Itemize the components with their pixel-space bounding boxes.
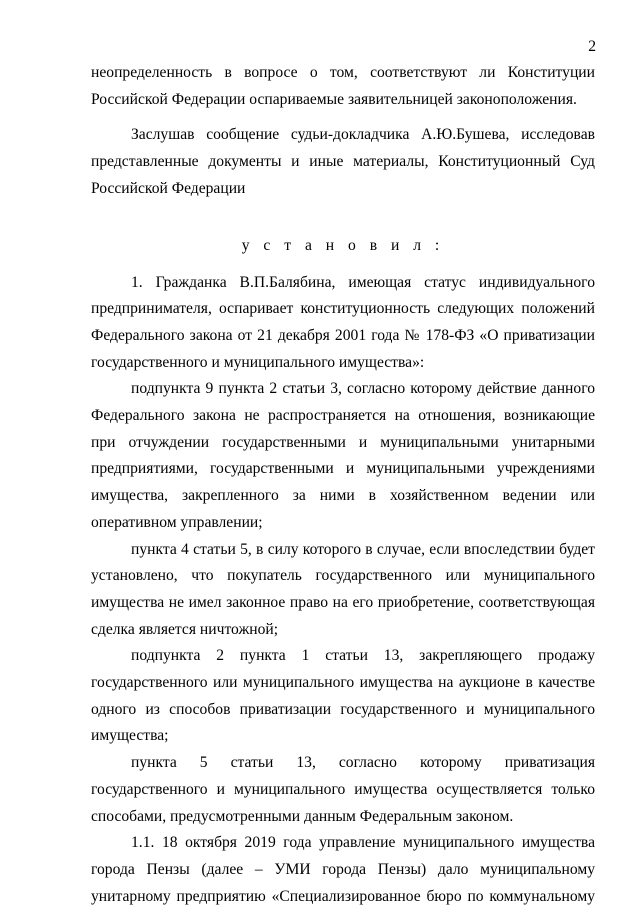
ruling-heading: у с т а н о в и л :: [241, 236, 445, 254]
paragraph-subclause-9: подпункта 9 пункта 2 статьи 3, согласно которому действие данного Федерального закона не распространяется на отношения, возникающие при отчуждении государственными и муниципальными унитарными предприятиями, государственными и муниципальными учреждениями имущества, закрепленного за ними в хозяйственном ведении или оперативном управлении;: [91, 380, 595, 531]
paragraph-claim: 1. Гражданка В.П.Балябина, имеющая статус индивидуального предпринимателя, оспаривает конституционность следующих положений Федерального закона от 21 декабря 2001 года № 178-ФЗ «О приватизации государственного и муниципального имущества»:: [91, 273, 595, 371]
paragraph-uncertainty: неопределенность в вопросе о том, соответствуют ли Конституции Российской Федерации оспариваемые заявительницей законоположения.: [91, 64, 595, 108]
paragraph-clause-5: пункта 5 статьи 13, согласно которому приватизация государственного и муниципального имущества осуществляется только способами, предусмотренными данным Федеральным законом.: [91, 754, 595, 825]
document-body: [91, 60, 595, 910]
paragraph-subclause-2: подпункта 2 пункта 1 статьи 13, закрепляющего продажу государственного или муниципального имущества на аукционе в качестве одного из способов приватизации государственного и муниципального имущества;: [91, 647, 595, 745]
paragraph-clause-4: пункта 4 статьи 5, в силу которого в случае, если впоследствии будет установлено, что покупатель государственного или муниципального имущества не имел законное право на его приобретение, соответствующая сделка является ничтожной;: [91, 540, 595, 638]
page-number: 2: [588, 38, 596, 55]
paragraph-hearing: Заслушав сообщение судьи-докладчика А.Ю.Бушева, исследовав представленные документы и иные материалы, Конституционный Суд Российской Федерации: [91, 126, 595, 197]
paragraph-section-1-1: 1.1. 18 октября 2019 года управление муниципального имущества города Пензы (далее – УМИ города Пензы) дало муниципальному унитарному предприятию «Специализированное бюро по коммунальному: [91, 834, 595, 905]
